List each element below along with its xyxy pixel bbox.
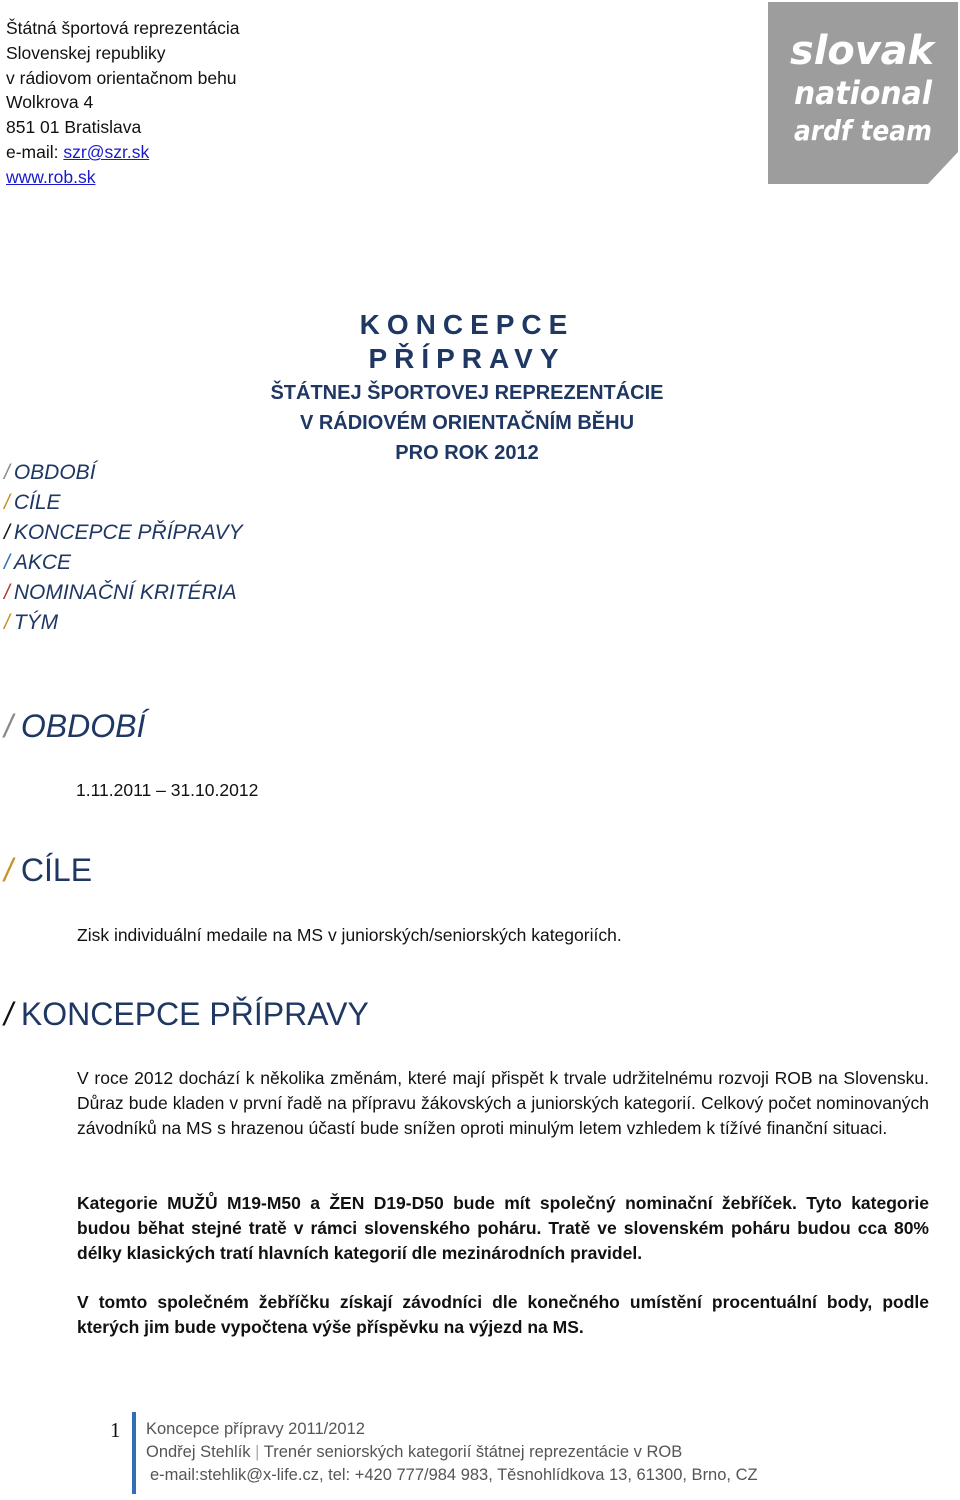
heading-label: CÍLE [20,852,93,888]
footer-role: Trenér seniorských kategorií štátnej reprezentácie v ROB [263,1443,683,1461]
concept-paragraph-1: V roce 2012 dochází k několika změnám, které mají přispět k trvale udržitelnému rozvoji ROB na Slovensku. Důraz bude kladen v první řadě na přípravu žákovských a juniorských kategorií. Celkový počet nominovaných závodníků na MS s hrazenou účastí bude snížen oproti minulým letem vzhledem k tížívé finanční situaci. [77,1068,929,1138]
section-heading-cile [4,852,92,889]
toc-item-label: AKCE [13,551,72,574]
title-main: KONCEPCE PŘÍPRAVY [359,309,575,374]
toc-item-nominacni-kriteria[interactable] [4,578,243,608]
logo-text-slovak: slovak [790,28,937,74]
section-heading-obdobi [4,708,145,745]
footer-author: Ondřej Stehlík [146,1443,251,1461]
title-sub-3: PRO ROK 2012 [395,442,539,464]
toc-item-obdobi[interactable] [4,458,243,488]
slash-mark: / [4,491,10,514]
toc-item-tym[interactable] [4,608,243,638]
heading-label: OBDOBÍ [20,708,146,744]
slash-mark: / [4,521,10,544]
email-link[interactable]: szr@szr.sk [63,141,150,162]
page-number: 1 [110,1418,121,1442]
toc-item-label: NOMINAČNÍ KRITÉRIA [13,581,237,604]
address-line: Slovenskej republiky [6,42,166,63]
slovak-national-ardf-team-logo [768,2,958,184]
logo-text-ardf-team: ardf team [794,114,932,147]
slash-mark: / [4,852,13,888]
concept-paragraph-3: V tomto společném žebříčku získají závodníci dle konečného umístění procentuální body, podle kterých jim bude vypočtena výše příspěvku na výjezd na MS. [77,1292,929,1337]
footer-author-row [146,1441,758,1464]
toc-item-label: KONCEPCE PŘÍPRAVY [13,521,243,544]
address-block [6,16,239,190]
title-sub-1: ŠTÁTNEJ ŠPORTOVEJ REPREZENTÁCIE [270,382,664,404]
footer-doc-title: Koncepce přípravy 2011/2012 [146,1420,365,1438]
footer-contact: e-mail:stehlik@x-life.cz, tel: +420 777/984 983, Těsnohlídkova 13, 61300, Brno, CZ [150,1466,758,1484]
slash-mark: / [4,996,13,1032]
slash-mark: / [4,461,10,484]
logo-text-national: national [794,74,933,112]
slash-mark: / [4,708,13,744]
toc-item-label: CÍLE [13,491,61,514]
section-heading-koncepce [4,996,369,1033]
toc-item-akce[interactable] [4,548,243,578]
heading-label: KONCEPCE PŘÍPRAVY [20,996,369,1032]
slash-mark: / [4,581,10,604]
document-title [262,308,672,468]
email-row [6,140,239,165]
period-text: 1.11.2011 – 31.10.2012 [76,780,259,800]
slash-mark: / [4,611,10,634]
toc-item-cile[interactable] [4,488,243,518]
address-line: Štátná športová reprezentácia [6,18,240,38]
web-row [6,165,239,190]
concept-paragraph-2: Kategorie MUŽŮ M19-M50 a ŽEN D19-D50 bude mít společný nominační žebříček. Tyto kategorie budou běhat stejné tratě v rámci slovenského poháru. Tratě ve slovenském poháru budou cca 80% délky klasických tratí hlavních kategorií dle mezinárodních pravidel. [77,1193,929,1263]
goals-text: Zisk individuální medaile na MS v juniorských/seniorských kategoriích. [77,925,622,945]
toc-item-koncepce[interactable] [4,518,243,548]
address-line: Wolkrova 4 [6,92,94,113]
slash-mark: / [4,551,10,574]
email-label: e-mail: [6,141,64,162]
web-link[interactable]: www.rob.sk [6,166,96,187]
address-line: 851 01 Bratislava [6,117,142,138]
footer-accent-bar [132,1412,136,1494]
toc-item-label: OBDOBÍ [13,461,96,484]
address-line: v rádiovom orientačnom behu [6,67,237,88]
contents-list [4,458,243,638]
toc-item-label: TÝM [13,611,59,634]
title-sub-2: V RÁDIOVÉM ORIENTAČNÍM BĚHU [299,412,635,434]
footer [146,1418,758,1487]
footer-separator: | [255,1443,260,1461]
